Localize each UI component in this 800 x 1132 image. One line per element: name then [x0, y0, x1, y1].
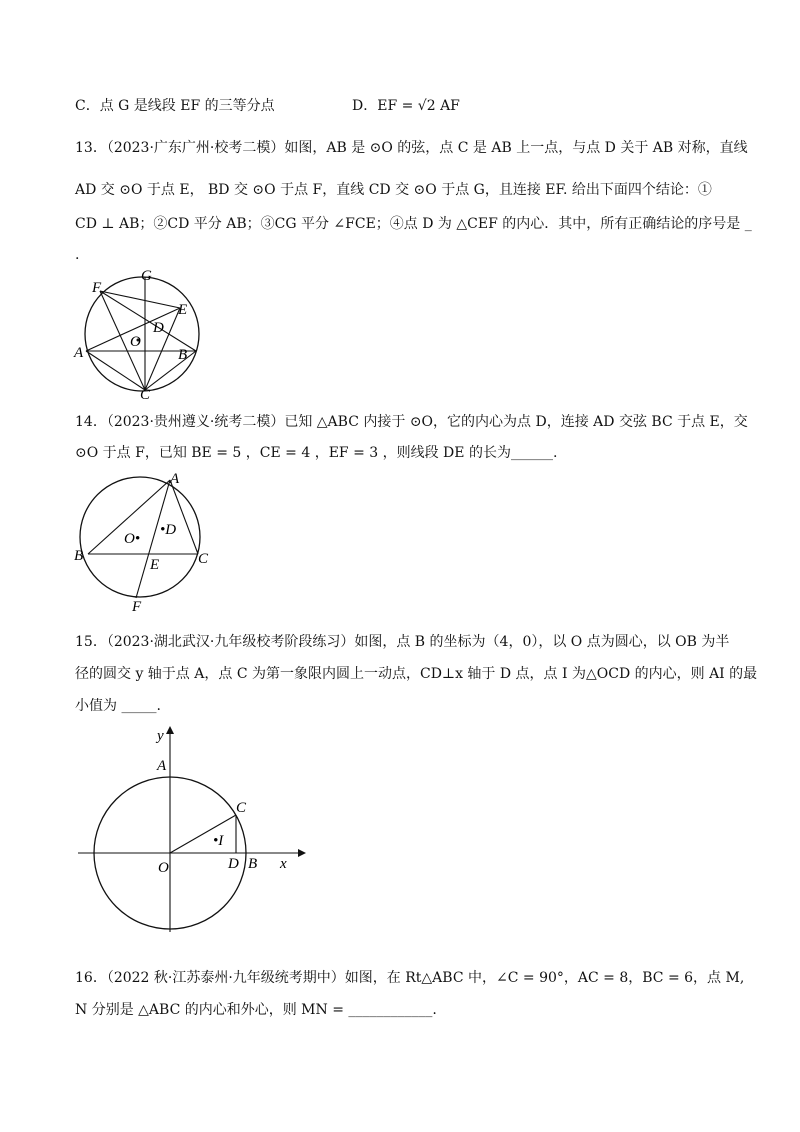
- label-i: •I: [213, 833, 224, 849]
- circle-o: [85, 277, 199, 391]
- option-c: C．点 G 是线段 EF 的三等分点: [75, 98, 275, 114]
- q13-line2: AD 交 ⊙O 于点 E， BD 交 ⊙O 于点 F，直线 CD 交 ⊙O 于点 G，且连接 EF. 给出下面四个结论：①: [75, 182, 712, 198]
- label-b: B: [178, 347, 188, 363]
- label-a: A: [74, 345, 84, 361]
- q14-line2: ⊙O 于点 F，已知 BE = 5 ，CE = 4 ，EF = 3 ，则线段 DE 的长为______.: [75, 445, 558, 461]
- label-c: C: [236, 800, 247, 816]
- label-e: E: [150, 557, 160, 573]
- label-o: O: [130, 334, 141, 350]
- q15-line1: 15．（2023·湖北武汉·九年级校考阶段练习）如图，点 B 的坐标为（4，0），以 O 点为圆心，以 OB 为半: [75, 634, 730, 650]
- label-y: y: [157, 728, 164, 744]
- label-c: C: [140, 387, 151, 400]
- q15-line2: 径的圆交 y 轴于点 A，点 C 为第一象限内圆上一动点，CD⊥x 轴于 D 点，点 I 为△OCD 的内心，则 AI 的最: [75, 666, 758, 682]
- label-b: B: [74, 548, 84, 564]
- q14-line1: 14．（2023·贵州遵义·统考二模）已知 △ABC 内接于 ⊙O，它的内心为点 D，连接 AD 交弦 BC 于点 E，交: [75, 414, 748, 430]
- q15-line3: 小值为 _____.: [75, 698, 161, 714]
- q16-line1: 16．（2022 秋·江苏泰州·九年级统考期中）如图，在 Rt△ABC 中，∠C = 90°，AC = 8，BC = 6，点 M,: [75, 970, 745, 986]
- label-d: •D: [160, 522, 177, 538]
- label-a: A: [170, 472, 180, 487]
- label-g: G: [141, 268, 152, 284]
- label-c: C: [198, 551, 209, 567]
- label-f: F: [92, 280, 102, 296]
- q15-figure: [70, 722, 310, 934]
- label-b: B: [248, 856, 258, 872]
- q13-figure: [70, 268, 200, 400]
- label-o: O: [158, 860, 169, 876]
- q14-figure: [70, 472, 220, 612]
- option-d: D．EF = √2 AF: [352, 98, 460, 114]
- q13-line3: CD ⊥ AB；②CD 平分 AB；③CG 平分 ∠FCE；④点 D 为 △CEF 的内心．其中，所有正确结论的序号是 _: [75, 216, 752, 232]
- label-d: D: [153, 320, 164, 336]
- label-f: F: [132, 599, 142, 612]
- label-x: x: [280, 856, 287, 872]
- label-o: O•: [124, 531, 141, 547]
- q16-line2: N 分别是 △ABC 的内心和外心，则 MN = ____________.: [75, 1002, 437, 1018]
- label-e: E: [178, 302, 188, 318]
- label-d: D: [228, 856, 239, 872]
- label-a: A: [157, 758, 167, 774]
- q13-line1: 13．（2023·广东广州·校考二模）如图，AB 是 ⊙O 的弦，点 C 是 AB 上一点，与点 D 关于 AB 对称，直线: [75, 140, 748, 156]
- q13-line4: .: [75, 247, 80, 263]
